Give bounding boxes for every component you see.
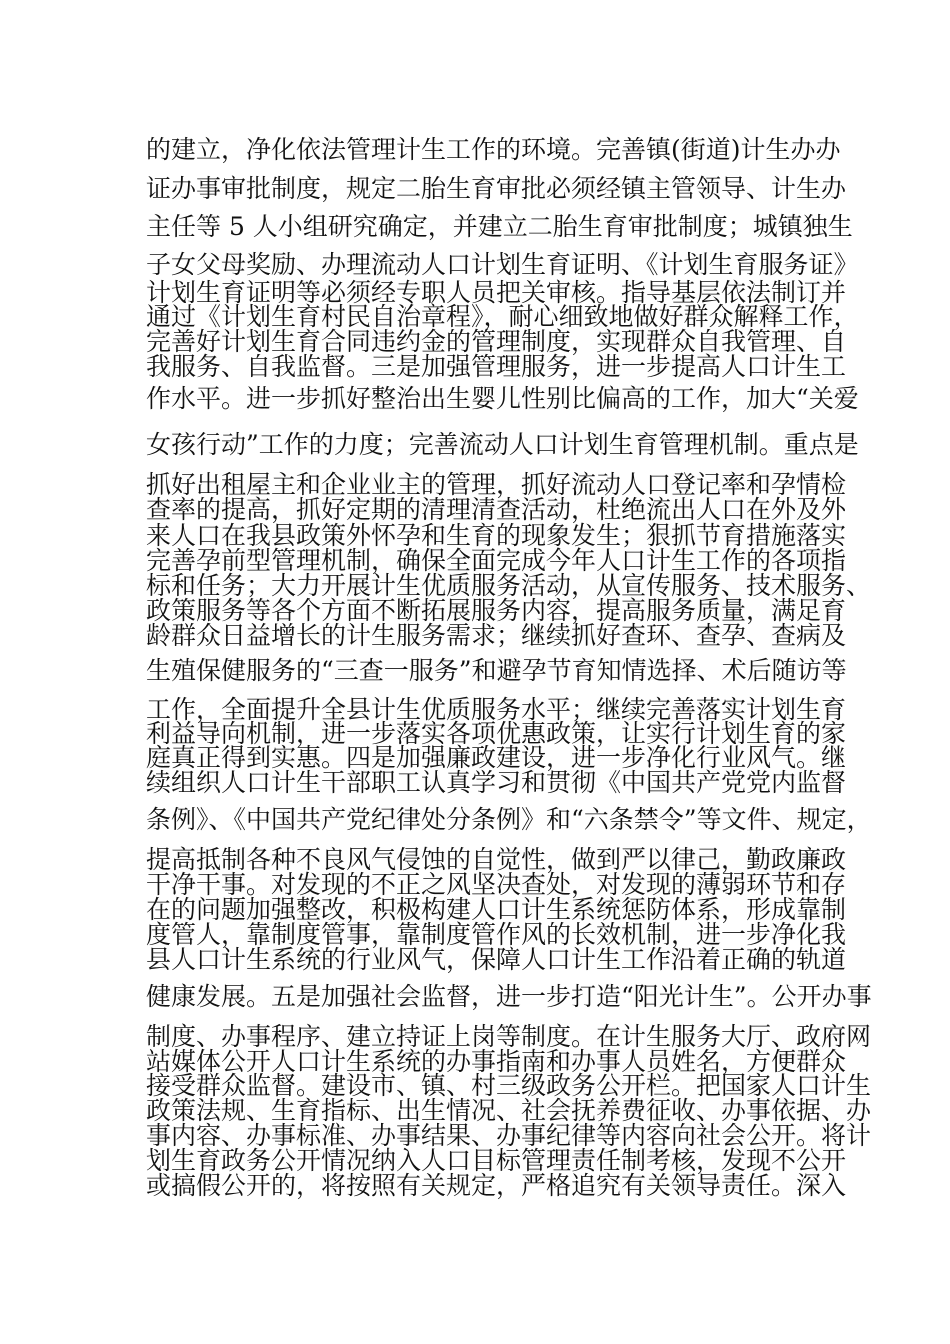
text-line: 健康发展。五是加强社会监督，进一步打造“阳光计生”。公开办事 — [146, 982, 872, 1011]
text-line: 或搞假公开的，将按照有关规定，严格追究有关领导责任。深入 — [146, 1171, 847, 1200]
text-line: 续组织人口计生干部职工认真学习和贯彻《中国共产党党内监督 — [146, 768, 847, 797]
text-line: 龄群众日益增长的计生服务需求；继续抓好查环、查孕、查病及 — [146, 621, 847, 650]
text-line: 提高抵制各种不良风气侵蚀的自觉性，做到严以律己，勤政廉政 — [146, 845, 847, 874]
text-line: 工作，全面提升全县计生优质服务水平；继续完善落实计划生育 — [146, 695, 847, 724]
text-line: 事内容、办事标准、办事结果、办事纪律等内容向社会公开。将计 — [146, 1121, 872, 1150]
text-line: 来人口在我县政策外怀孕和生育的现象发生；狠抓节育措施落实 — [146, 521, 847, 550]
text-line: 在的问题加强整改，积极构建人口计生系统惩防体系，形成靠制 — [146, 895, 847, 924]
text-line: 标和任务；大力开展计生优质服务活动，从宣传服务、技术服务、 — [146, 571, 872, 600]
text-line: 的建立，净化依法管理计生工作的环境。完善镇(街道)计生办办 — [146, 135, 841, 164]
text-line: 完善孕前型管理机制，确保全面完成今年人口计生工作的各项指 — [146, 546, 847, 575]
text-line: 通过《计划生育村民自治章程》，耐心细致地做好群众解释工作， — [146, 302, 859, 331]
text-line: 证办事审批制度，规定二胎生育审批必须经镇主管领导、计生办 — [146, 174, 847, 203]
text-line: 划生育政务公开情况纳入人口目标管理责任制考核，发现不公开 — [146, 1146, 847, 1175]
text-line: 女孩行动”工作的力度；完善流动人口计划生育管理机制。重点是 — [146, 430, 859, 459]
text-line: 政策法规、生育指标、出生情况、社会抚养费征收、办事依据、办 — [146, 1096, 872, 1125]
text-line: 子女父母奖励、办理流动人口计划生育证明、《计划生育服务证》 — [146, 250, 859, 279]
text-line: 条例》、《中国共产党纪律处分条例》和“六条禁令”等文件、规定， — [146, 805, 872, 834]
text-line: 我服务、自我监督。三是加强管理服务，进一步提高人口计生工 — [146, 352, 847, 381]
text-line: 完善好计划生育合同违约金的管理制度，实现群众自我管理、自 — [146, 327, 847, 356]
text-line: 利益导向机制，进一步落实各项优惠政策，让实行计划生育的家 — [146, 719, 847, 748]
text-line: 作水平。进一步抓好整治出生婴儿性别比偏高的工作，加大“关爱 — [146, 384, 859, 413]
text-line: 站媒体公开人口计生系统的办事指南和办事人员姓名，方便群众 — [146, 1047, 847, 1076]
text-line: 政策服务等各个方面不断拓展服务内容，提高服务质量，满足育 — [146, 596, 847, 625]
text-line: 庭真正得到实惠。四是加强廉政建设，进一步净化行业风气。继 — [146, 743, 847, 772]
text-line: 主任等 5 人小组研究确定，并建立二胎生育审批制度；城镇独生 — [146, 212, 853, 241]
text-line: 接受群众监督。建设市、镇、村三级政务公开栏。把国家人口计生 — [146, 1071, 872, 1100]
text-line: 县人口计生系统的行业风气，保障人口计生工作沿着正确的轨道 — [146, 945, 847, 974]
text-line: 抓好出租屋主和企业业主的管理，抓好流动人口登记率和孕情检 — [146, 470, 847, 499]
text-line: 生殖保健服务的“三查一服务”和避孕节育知情选择、术后随访等 — [146, 656, 847, 685]
text-line: 干净干事。对发现的不正之风坚决查处，对发现的薄弱环节和存 — [146, 870, 847, 899]
text-line: 制度、办事程序、建立持证上岗等制度。在计生服务大厅、政府网 — [146, 1022, 872, 1051]
text-line: 度管人，靠制度管事，靠制度管作风的长效机制，进一步净化我 — [146, 920, 847, 949]
text-line: 查率的提高，抓好定期的清理清查活动，杜绝流出人口在外及外 — [146, 495, 847, 524]
text-line: 计划生育证明等必须经专职人员把关审核。指导基层依法制订并 — [146, 278, 847, 307]
